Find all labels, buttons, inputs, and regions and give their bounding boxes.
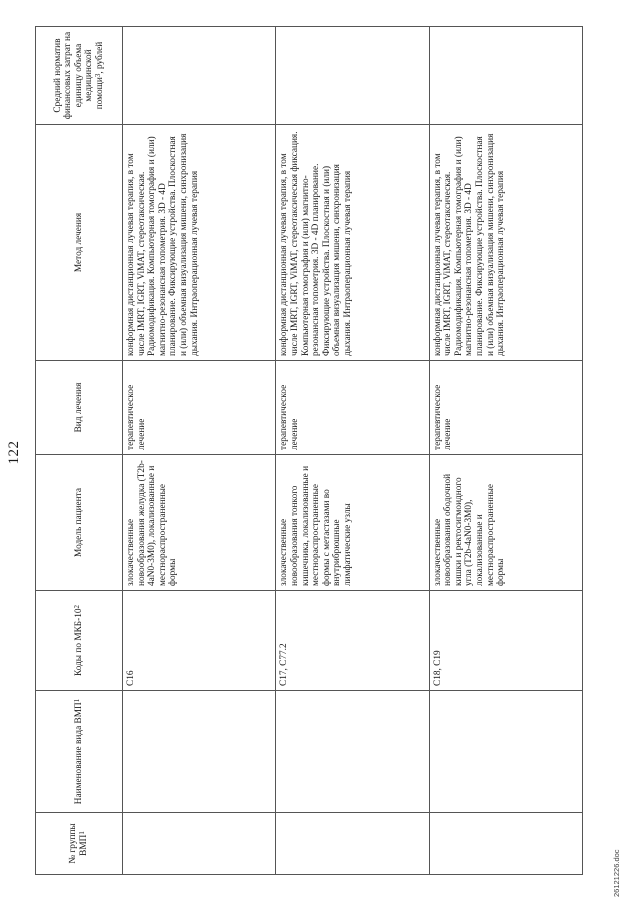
cell-vmp-name [276, 691, 429, 813]
cell-treatment-method: конформная дистанционная лучевая терапия, в том числе IMRT, IGRT, ViMAT, стереотаксическая. Радиомодификация. Компьютерная томография и (или) магнитно-резонансная топометрия. 3D - 4D планирование. Фиксирующие устройства. Плоскостная и (или) объемная визуализация мишени, синхронизация дыхания. Интраоперационная лучевая терапия [123, 125, 276, 361]
header-patient-model: Модель пациента [36, 455, 123, 591]
page-number: 122 [6, 440, 22, 465]
cell-treatment-method: конформная дистанционная лучевая терапия, в том числе IMRT, IGRT, ViMAT, стереотаксическая фиксация. Компьютерная томография и (или) магнитно-резонансная топометрия. 3D - 4D планирование. Фиксирующие устройства. Плоскостная и (или) объемная визуализация мишени, синхронизация дыхания. Интраоперационная лучевая терапия [276, 125, 429, 361]
vmp-table [35, 26, 583, 875]
header-treatment-method: Метод лечения [36, 125, 123, 361]
header-avg-cost-suffix: , рублей [94, 41, 105, 74]
cell-group-no [276, 813, 429, 875]
cell-codes: С16 [123, 591, 276, 691]
cell-patient-model: злокачественные новообразования желудка (T2b-4aN0-3M0), локализованные и местнораспространенные формы [123, 455, 276, 591]
header-mkb-codes [36, 591, 123, 691]
cell-vmp-name [123, 691, 276, 813]
cell-treatment-type: терапевтическое лечение [429, 361, 582, 455]
cell-treatment-type: терапевтическое лечение [123, 361, 276, 455]
header-avg-cost [36, 27, 123, 125]
header-vmp-name-footnote: 1 [72, 698, 81, 703]
header-treatment-type: Вид лечения [36, 361, 123, 455]
cell-treatment-method: конформная дистанционная лучевая терапия, в том числе IMRT, IGRT, ViMAT, стереотаксическая. Радиомодификация. Компьютерная томография и (или) магнитно-резонансная топометрия. 3D - 4D планирование. Фиксирующие устройства. Плоскостная и (или) объемная визуализация мишени, синхронизация дыхания. Интраоперационная лучевая терапия [429, 125, 582, 361]
cell-treatment-type: терапевтическое лечение [276, 361, 429, 455]
table-header-row [36, 27, 123, 875]
footer-filename: 26121226.doc [612, 849, 621, 897]
cell-avg-cost [429, 27, 582, 125]
table-row [276, 27, 429, 875]
cell-patient-model: злокачественные новообразования тонкого кишечника, локализованные и местнораспространенные формы с метастазами во внутрибрюшные лимфатические узлы [276, 455, 429, 591]
cell-codes: С18, С19 [429, 591, 582, 691]
header-mkb-codes-text: Коды по МКБ-10 [73, 608, 84, 677]
cell-group-no [429, 813, 582, 875]
table-row [123, 27, 276, 875]
header-vmp-name [36, 691, 123, 813]
header-avg-cost-footnote: 3 [93, 73, 102, 78]
header-vmp-name-text: Наименование вида ВМП [73, 702, 84, 805]
header-group-no [36, 813, 123, 875]
cell-avg-cost [276, 27, 429, 125]
cell-patient-model: злокачественные новообразования ободочной кишки и ректосигмоидного угла (T2b-4aN0-3M0), локализованные и местнораспространенные формы [429, 455, 582, 591]
cell-vmp-name [429, 691, 582, 813]
cell-group-no [123, 813, 276, 875]
cell-codes: С17, С77.2 [276, 591, 429, 691]
header-group-no-text: № группы ВМП [68, 823, 89, 864]
header-avg-cost-text: Средний норматив финансовых затрат на единицу объема медицинской помощи [52, 31, 105, 120]
table-row [429, 27, 582, 875]
cell-avg-cost [123, 27, 276, 125]
header-group-no-footnote: 1 [78, 831, 86, 835]
header-mkb-codes-footnote: 2 [72, 604, 81, 609]
